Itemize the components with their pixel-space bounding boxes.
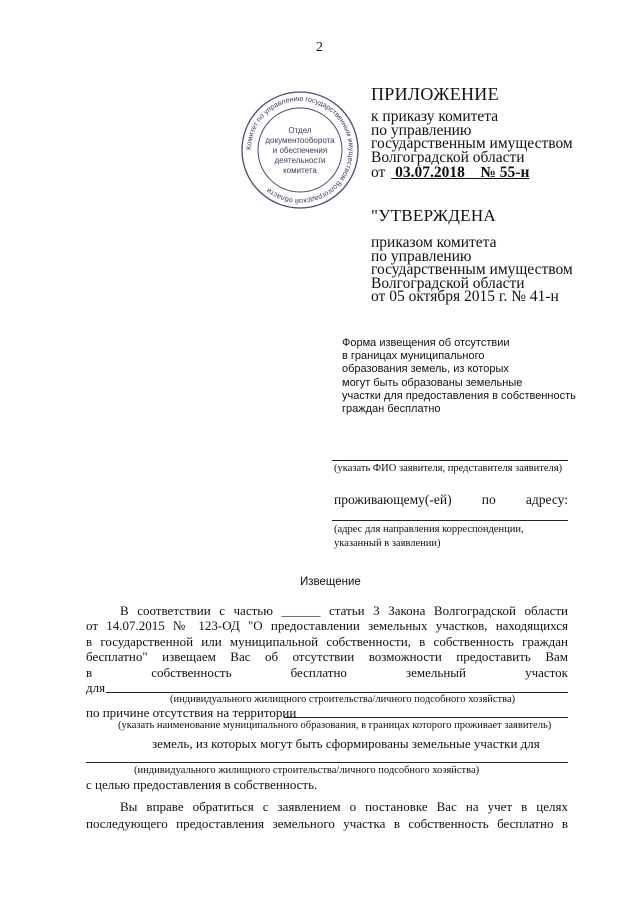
goal-text: с целью предоставления в собственность. — [86, 777, 318, 792]
date-prefix: от — [371, 164, 386, 181]
stamp-center-line: и обеспечения — [272, 146, 328, 155]
stamp-center-line: деятельности — [274, 156, 326, 165]
order-date: 03.07.2018 № 55-н — [395, 164, 530, 181]
approved-line: от 05 октября 2015 г. № 41-н — [371, 288, 559, 305]
residing-word: проживающему(-ей) — [334, 492, 452, 507]
lands-text: земель, из которых могут быть сформированы земельные участки для — [152, 736, 540, 751]
address-caption — [334, 523, 524, 551]
appendix-line: к приказу комитета — [371, 108, 499, 125]
form-title-line: могут быть образованы земельные — [342, 376, 523, 389]
purpose-caption-2: (индивидуального жилищного строительства/личного подсобного хозяйства) — [134, 765, 480, 776]
page-number: 2 — [316, 40, 323, 55]
approved-line: государственным имуществом — [371, 261, 573, 278]
form-title-line: в границах муниципального — [342, 350, 485, 363]
order-number: № 55-н — [480, 164, 530, 181]
paragraph-line: в собственность бесплатно земельный участок — [86, 664, 568, 680]
purpose-caption: (индивидуального жилищного строительства/личного подсобного хозяйства) — [170, 694, 516, 705]
form-title-line: участки для предоставления в собственность — [342, 389, 576, 402]
round-stamp — [238, 88, 362, 212]
residing-word: по — [481, 492, 496, 507]
purpose-line-2 — [86, 762, 568, 763]
approved-line: Волгоградской области — [371, 274, 525, 292]
fio-line — [332, 460, 568, 461]
reason-label: по причине отсутствия на территории — [86, 705, 297, 720]
notice-paragraph-1 — [86, 603, 568, 680]
appendix-line: государственным имуществом — [371, 135, 573, 152]
notice-heading: Извещение — [300, 576, 361, 588]
address-caption-line: указанный в заявлении) — [334, 538, 441, 549]
svg-text:Комитет по управлению государс: Комитет по управлению государственным имуществом Волгоградской области — [243, 93, 357, 207]
stamp-center-line: документооборота — [265, 136, 335, 145]
appendix-order-lines — [371, 110, 573, 164]
approved-title: "УТВЕРЖДЕНА — [371, 206, 497, 225]
paragraph-line: В соответствии с частью ______ статьи 3 Закона Волгоградской области — [120, 603, 568, 618]
purpose-line — [106, 692, 568, 693]
paragraph-line: бесплатно" извещаем Вас об отсутствии возможности предоставить Вам — [86, 649, 568, 665]
appendix-line: по управлению — [371, 121, 472, 139]
stamp-center-line: комитета — [283, 166, 317, 175]
appendix-title: ПРИЛОЖЕНИЕ — [371, 84, 499, 104]
for-label: для — [86, 680, 106, 695]
notice-paragraph-2 — [86, 799, 568, 832]
address-line — [332, 520, 568, 521]
paragraph-line: от 14.07.2015 № 123-ОД "О предоставлении земельных участков, находящихся — [86, 618, 568, 634]
approved-line: по управлению — [371, 247, 472, 265]
address-caption-line: (адрес для направления корреспонденции, — [334, 524, 524, 535]
paragraph-line: в государственной или муниципальной собственности, в собственность граждан — [86, 633, 568, 649]
approved-order-lines — [371, 236, 573, 304]
form-title — [342, 337, 576, 416]
municipality-line — [284, 717, 568, 718]
appendix-date-line — [371, 164, 529, 182]
residing-word: адресу: — [525, 492, 568, 507]
stamp-icon — [238, 88, 362, 212]
form-title-line: граждан бесплатно — [342, 403, 441, 416]
form-title-line: образования земель, из которых — [342, 363, 509, 376]
appendix-line: Волгоградской области — [371, 148, 525, 166]
residing-line — [334, 492, 568, 508]
paragraph-line: Вы вправе обратиться с заявлением о постановке Вас на учет в целях — [120, 799, 568, 814]
paragraph-line: последующего предоставления земельного участка в собственность бесплатно в — [86, 815, 568, 831]
fio-caption: (указать ФИО заявителя, представителя заявителя) — [334, 463, 563, 474]
form-title-line: Форма извещения об отсутствии — [342, 337, 510, 349]
municipality-caption: (указать наименование муниципального образования, в границах которого проживает заявитель) — [118, 720, 552, 731]
stamp-center-line: Отдел — [288, 126, 312, 135]
approved-line: приказом комитета — [371, 234, 497, 251]
